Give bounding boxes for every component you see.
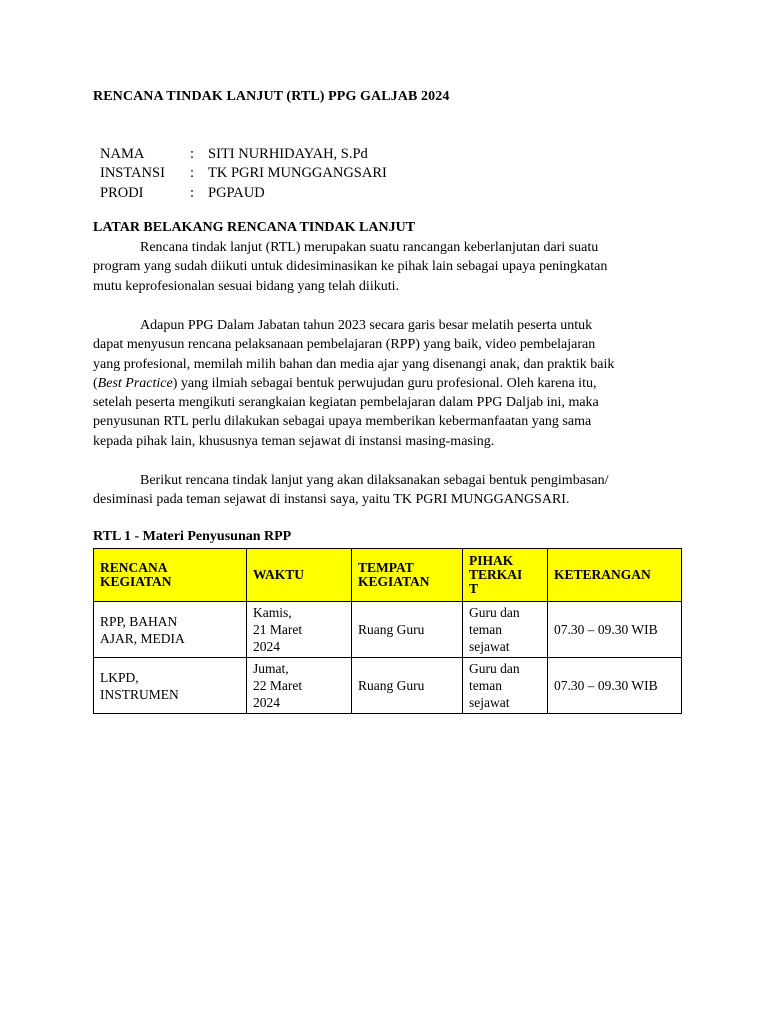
cell-text: Guru dan <box>469 605 520 620</box>
cell-text: 21 Maret <box>253 622 303 637</box>
cell-text: sejawat <box>469 639 510 654</box>
header-text: WAKTU <box>253 567 305 582</box>
cell-text: AJAR, MEDIA <box>100 630 185 646</box>
cell-text: Kamis, <box>253 605 292 620</box>
identity-colon: : <box>190 146 195 162</box>
identity-colon: : <box>190 165 195 182</box>
cell-text: LKPD, <box>100 669 139 685</box>
identity-label: NAMA <box>100 146 145 162</box>
section-heading: LATAR BELAKANG RENCANA TINDAK LANJUT <box>93 220 416 235</box>
identity-value: PGPAUD <box>208 184 265 201</box>
cell-text: sejawat <box>469 695 510 710</box>
paragraph-line: Berikut rencana tindak lanjut yang akan dilaksanakan sebagai bentuk pengimbasan/ <box>140 473 609 488</box>
rtl1-heading: RTL 1 - Materi Penyusunan RPP <box>93 529 292 544</box>
header-text: KEGIATAN <box>100 574 172 589</box>
header-text: KEGIATAN <box>358 574 430 589</box>
cell-text: Jumat, <box>253 661 289 676</box>
paragraph-line-rest: ) yang ilmiah sebagai bentuk perwujudan guru profesional. Oleh karena itu, <box>172 375 597 391</box>
identity-value: SITI NURHIDAYAH, S.Pd <box>208 146 368 162</box>
paragraph-3 <box>93 471 683 510</box>
header-text: T <box>469 581 479 596</box>
paragraph-line: desiminasi pada teman sejawat di instansi saya, yaitu TK PGRI MUNGGANGSARI. <box>93 492 570 508</box>
rtl-table <box>93 548 682 714</box>
cell-tempat: Ruang Guru <box>352 602 463 658</box>
cell-rencana <box>94 658 247 714</box>
table-row <box>94 658 682 714</box>
cell-text: 2024 <box>253 695 280 710</box>
header-text: PIHAK <box>469 553 514 568</box>
cell-text: teman <box>469 622 502 637</box>
cell-pihak <box>463 602 548 658</box>
cell-rencana <box>94 602 247 658</box>
header-waktu <box>247 549 352 602</box>
identity-label: PRODI <box>100 184 144 201</box>
cell-text: Guru dan <box>469 661 520 676</box>
cell-text: teman <box>469 678 502 693</box>
header-rencana-kegiatan <box>94 549 247 602</box>
cell-pihak <box>463 658 548 714</box>
paragraph-line: setelah peserta mengikuti serangkaian kegiatan pembelajaran dalam PPG Daljab ini, maka <box>93 395 599 411</box>
table-row <box>94 602 682 658</box>
paragraph-line: Adapun PPG Dalam Jabatan tahun 2023 secara garis besar melatih peserta untuk <box>140 318 593 333</box>
paragraph-line: mutu keprofesionalan sesuai bidang yang telah diikuti. <box>93 278 399 294</box>
cell-text: RPP, BAHAN <box>100 613 178 629</box>
header-keterangan <box>548 549 682 602</box>
paragraph-line: penyusunan RTL perlu dilakukan sebagai upaya memberikan kebermanfaatan yang sama <box>93 414 592 430</box>
identity-value: TK PGRI MUNGGANGSARI <box>208 165 387 182</box>
identity-colon: : <box>190 184 195 201</box>
table-header-row <box>94 549 682 602</box>
paragraph-line <box>93 374 683 393</box>
paragraph-line: kepada pihak lain, khususnya teman sejawat di instansi masing-masing. <box>93 433 495 449</box>
header-text: TEMPAT <box>358 560 414 575</box>
cell-tempat: Ruang Guru <box>352 658 463 714</box>
header-text: TERKAI <box>469 567 523 582</box>
paren-open: ( <box>93 375 98 391</box>
paragraph-line: Rencana tindak lanjut (RTL) merupakan suatu rancangan keberlanjutan dari suatu <box>140 240 599 255</box>
cell-text: 2024 <box>253 639 280 654</box>
paragraph-1 <box>93 238 683 296</box>
cell-keterangan: 07.30 – 09.30 WIB <box>548 658 682 714</box>
identity-label: INSTANSI <box>100 165 165 182</box>
paragraph-2 <box>93 316 683 451</box>
document-title: RENCANA TINDAK LANJUT (RTL) PPG GALJAB 2024 <box>93 89 450 104</box>
header-text: KETERANGAN <box>554 567 651 582</box>
cell-keterangan: 07.30 – 09.30 WIB <box>548 602 682 658</box>
header-text: RENCANA <box>100 560 168 575</box>
cell-waktu <box>247 658 352 714</box>
cell-text: 22 Maret <box>253 678 303 693</box>
paragraph-line: program yang sudah diikuti untuk didesiminasikan ke pihak lain sebagai upaya peningkatan <box>93 259 608 275</box>
italic-term: Best Practice <box>97 375 173 391</box>
paragraph-line: yang profesional, memilah milih bahan dan media ajar yang disenangi anak, dan praktik baik <box>93 356 615 372</box>
paragraph-line: dapat menyusun rencana pelaksanaan pembelajaran (RPP) yang baik, video pembelajaran <box>93 337 596 353</box>
cell-text: INSTRUMEN <box>100 686 179 702</box>
cell-waktu <box>247 602 352 658</box>
header-pihak-terkait <box>463 549 548 602</box>
header-tempat-kegiatan <box>352 549 463 602</box>
